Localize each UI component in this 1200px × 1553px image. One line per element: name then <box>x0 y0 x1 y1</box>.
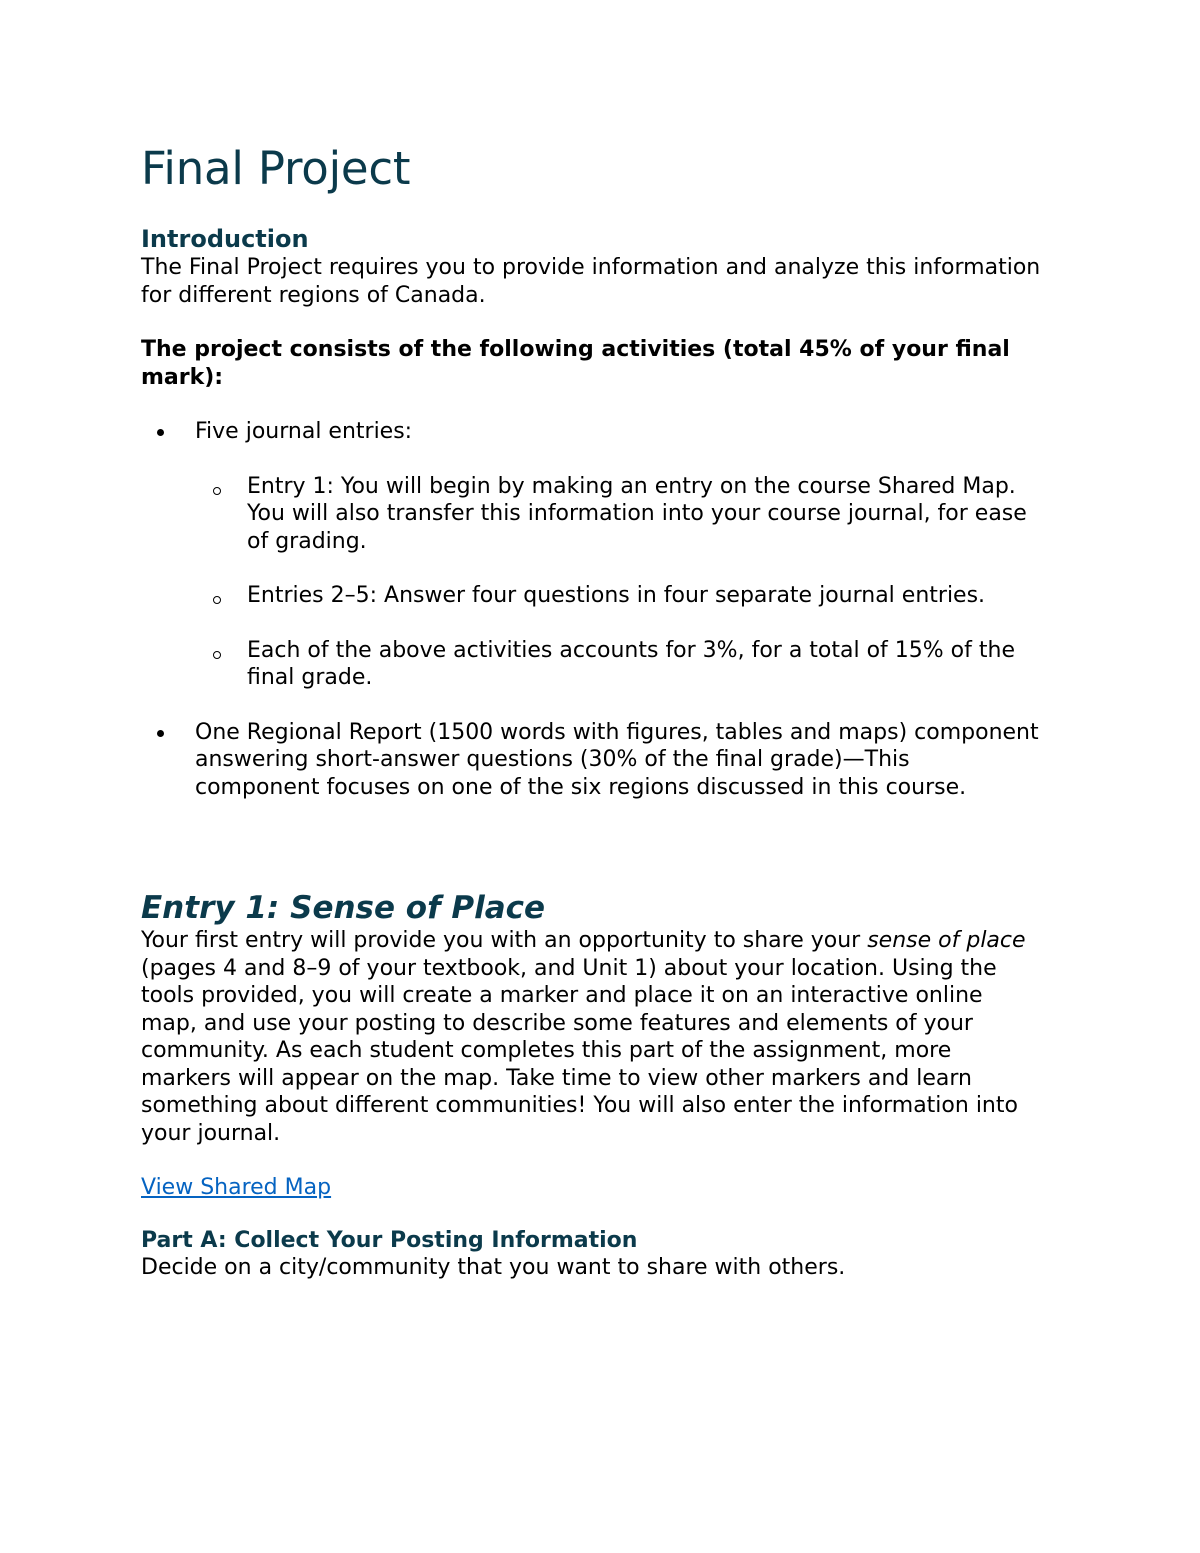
document-content <box>141 140 1041 1282</box>
sub-list-item-entry-1 <box>195 473 1041 556</box>
circle-bullet-icon <box>213 651 221 659</box>
sub-list-item-grade-weight <box>195 637 1041 692</box>
entry-1-heading: Entry 1: Sense of Place <box>141 890 546 926</box>
introduction-heading: Introduction <box>141 225 309 253</box>
sub-list-item-text: Entry 1: You will begin by making an entry on the course Shared Map. You will also transfer this information into your course journal, for ease of grading. <box>247 473 1027 554</box>
part-a-text: Decide on a city/community that you want to share with others. <box>141 1255 846 1280</box>
sub-list-item-text: Entries 2–5: Answer four questions in four separate journal entries. <box>247 583 986 608</box>
list-item-text: One Regional Report (1500 words with figures, tables and maps) component answering short-answer questions (30% of the final grade)—This component focuses on one of the six regions discussed in this course. <box>195 719 1039 800</box>
list-item-journal-entries <box>141 418 1041 692</box>
sub-list-item-text: Each of the above activities accounts for 3%, for a total of 15% of the final grade. <box>247 637 1015 690</box>
page-title: Final Project <box>141 142 411 195</box>
entry-1-text <box>141 927 1041 1147</box>
list-item-text: Five journal entries: <box>195 419 413 444</box>
list-item-regional-report <box>141 719 1041 802</box>
bullet-icon <box>157 429 164 436</box>
sub-list-item-entries-2-5 <box>195 582 1041 610</box>
circle-bullet-icon <box>213 487 221 495</box>
journal-entries-sublist <box>195 473 1041 692</box>
entry-1-text-start: Your first entry will provide you with an opportunity to share your <box>141 928 868 953</box>
activities-list <box>141 418 1041 801</box>
part-a-heading: Part A: Collect Your Posting Information <box>141 1227 638 1253</box>
view-shared-map-link[interactable]: View Shared Map <box>141 1175 332 1200</box>
entry-1-text-italic: sense of place <box>867 928 1026 953</box>
bullet-icon <box>157 730 164 737</box>
activities-intro: The project consists of the following activities (total 45% of your final mark): <box>141 337 1010 390</box>
introduction-text: The Final Project requires you to provide information and analyze this information for different regions of Canada. <box>141 255 1041 308</box>
circle-bullet-icon <box>213 596 221 604</box>
entry-1-text-end: (pages 4 and 8–9 of your textbook, and Unit 1) about your location. Using the tools provided, you will create a marker and place it on an interactive online map, and use your posting to describe some features and elements of your community. As each student completes this part of the assignment, more markers will appear on the map. Take time to view other markers and learn something about different communities! You will also enter the information into your journal. <box>141 955 1018 1146</box>
